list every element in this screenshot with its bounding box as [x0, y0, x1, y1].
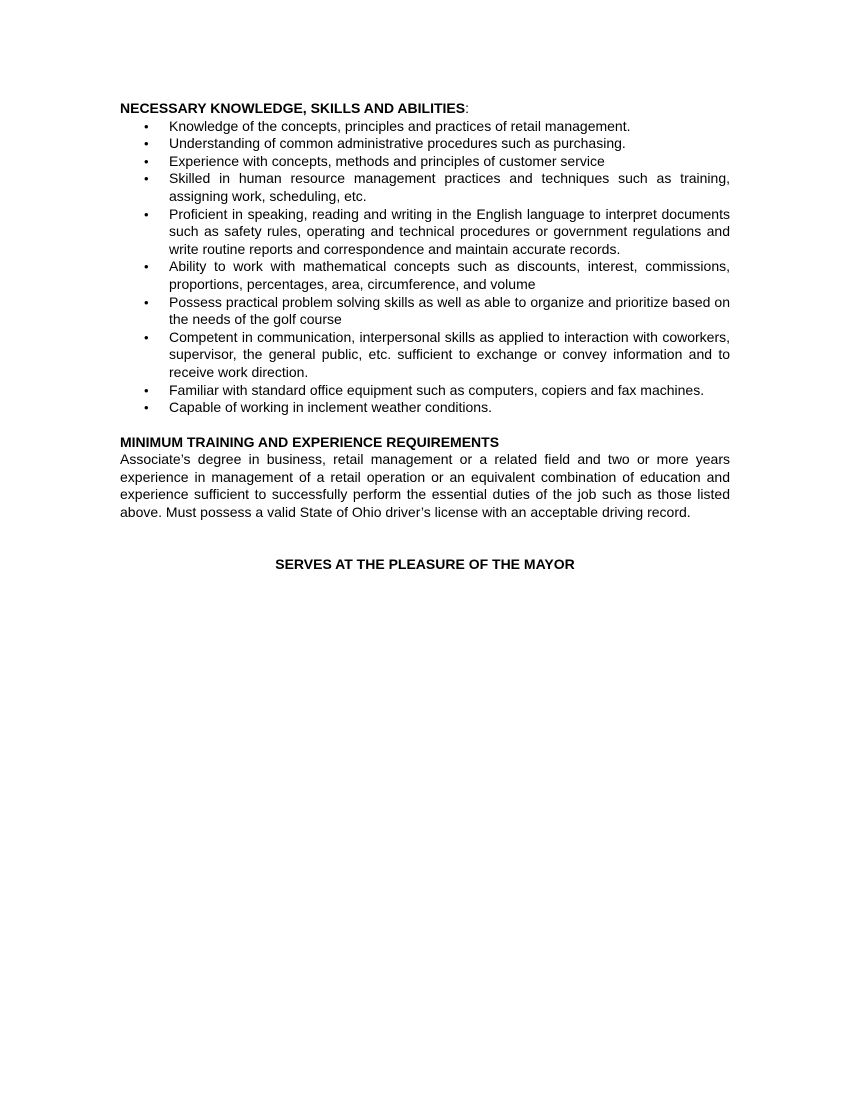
- bullet-icon: •: [144, 153, 149, 169]
- list-item: [120, 118, 730, 136]
- ksa-heading: [120, 100, 730, 118]
- list-item-text: Understanding of common administrative procedures such as purchasing.: [169, 135, 626, 152]
- bullet-icon: •: [144, 171, 149, 187]
- list-item-text: Proficient in speaking, reading and writing in the English language to interpret documents such as safety rules, operating and technical procedures or government regulations and write routine reports and correspondence and maintain accurate records.: [169, 205, 730, 257]
- list-item: [120, 170, 730, 205]
- bullet-icon: •: [144, 294, 149, 310]
- bullet-icon: •: [144, 259, 149, 275]
- training-section: [120, 434, 730, 522]
- document-page: [120, 100, 730, 587]
- bullet-icon: •: [144, 118, 149, 134]
- list-item: [120, 153, 730, 171]
- list-item: [120, 135, 730, 153]
- list-item-text: Competent in communication, interpersonal skills as applied to interaction with coworkers, supervisor, the general public, etc. sufficient to exchange or convey information and to receive work direction.: [169, 328, 730, 380]
- list-item-text: Familiar with standard office equipment such as computers, copiers and fax machines.: [169, 381, 705, 398]
- list-item-text: Ability to work with mathematical concepts such as discounts, interest, commissions, proportions, percentages, area, circumference, and volume: [169, 258, 730, 292]
- ksa-heading-colon: :: [465, 100, 469, 116]
- ksa-heading-text: NECESSARY KNOWLEDGE, SKILLS AND ABILITIES: [120, 100, 466, 116]
- ksa-section: [120, 100, 730, 417]
- bullet-icon: •: [144, 400, 149, 416]
- list-item-text: Knowledge of the concepts, principles and practices of retail management.: [169, 117, 631, 134]
- footer-statement: SERVES AT THE PLEASURE OF THE MAYOR: [275, 555, 575, 572]
- bullet-icon: •: [144, 206, 149, 222]
- bullet-icon: •: [144, 136, 149, 152]
- list-item-text: Skilled in human resource management practices and techniques such as training, assigning work, scheduling, etc.: [169, 170, 730, 204]
- list-item: [120, 258, 730, 293]
- training-heading: MINIMUM TRAINING AND EXPERIENCE REQUIREMENTS: [120, 433, 500, 450]
- list-item: [120, 294, 730, 329]
- list-item: [120, 206, 730, 259]
- list-item-text: Capable of working in inclement weather conditions.: [169, 399, 492, 416]
- list-item-text: Possess practical problem solving skills as well as able to organize and prioritize based on the needs of the golf course: [169, 293, 730, 328]
- ksa-list: [120, 118, 730, 417]
- bullet-icon: •: [144, 382, 149, 398]
- list-item-text: Experience with concepts, methods and principles of customer service: [169, 152, 605, 169]
- training-paragraph: Associate’s degree in business, retail management or a related field and two or more years experience in management of a retail operation or an equivalent combination of education and experience sufficient to successfully perform the essential duties of the job such as those listed above. Must possess a valid State of Ohio driver’s license with an acceptable driving record.: [120, 451, 730, 521]
- bullet-icon: •: [144, 329, 149, 345]
- list-item: [120, 382, 730, 400]
- list-item: [120, 329, 730, 382]
- list-item: [120, 399, 730, 417]
